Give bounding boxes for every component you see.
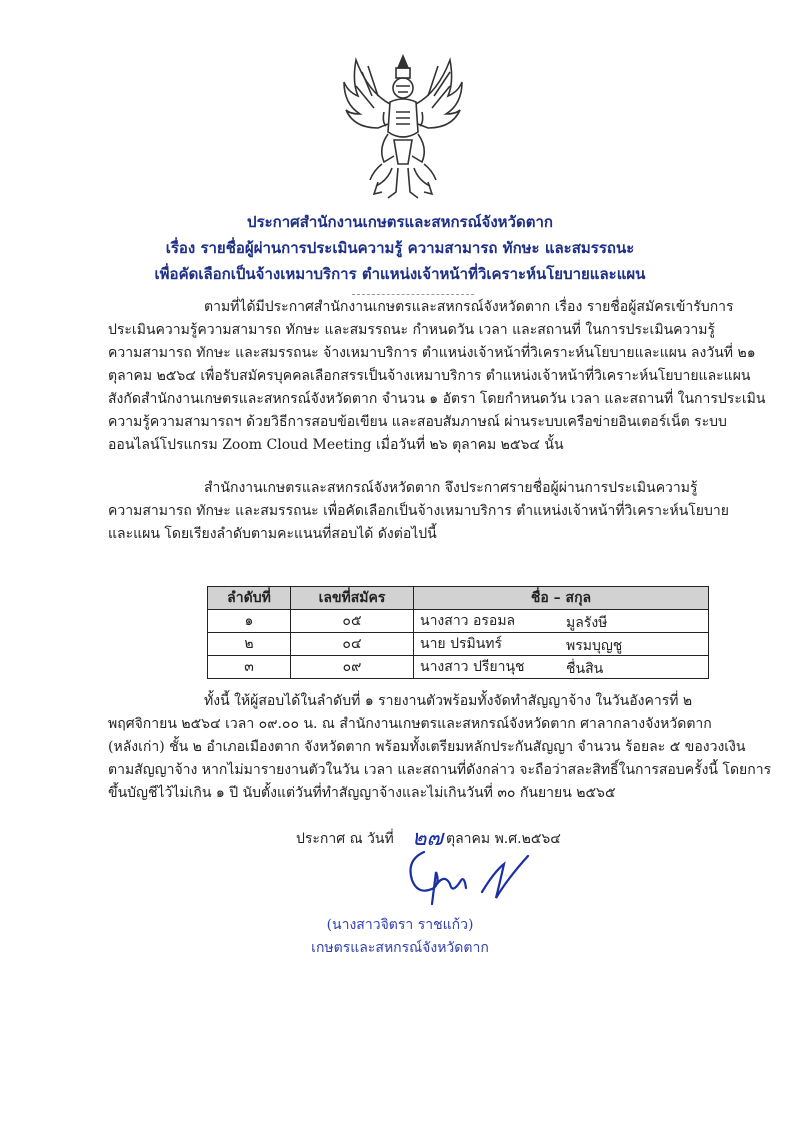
signer-position: เกษตรและสหกรณ์จังหวัดตาก (311, 940, 489, 956)
header-subject: เรื่อง รายชื่อผู้ผ่านการประเมินความรู้ ความสามารถ ทักษะ และสมรรถนะ (165, 239, 635, 257)
table-row (208, 633, 709, 656)
appno-cell: ๐๕ (291, 610, 414, 633)
order-cell: ๑ (208, 610, 291, 633)
col-appno-header: เลขที่สมัคร (291, 587, 414, 610)
announce-date: ตุลาคม พ.ศ.๒๕๖๔ (446, 831, 561, 847)
order-cell: ๒ (208, 633, 291, 656)
last-name: ชื่นสิน (566, 661, 604, 677)
paragraph-line: สำนักงานเกษตรและสหกรณ์จังหวัดตาก จึงประกาศรายชื่อผู้ผ่านการประเมินความรู้ (204, 480, 698, 496)
paragraph-line: พฤศจิกายน ๒๕๖๔ เวลา ๐๙.๐๐ น. ณ สำนักงานเกษตรและสหกรณ์จังหวัดตาก ศาลากลางจังหวัดตาก (108, 716, 712, 732)
paragraph-line: ออนไลน์โปรแกรม Zoom Cloud Meeting เมื่อวันที่ ๒๖ ตุลาคม ๒๕๖๔ นั้น (108, 437, 564, 453)
first-name: นางสาว อรอมล (420, 613, 516, 629)
paragraph-line: ความสามารถ ทักษะ และสมรรถนะ เพื่อคัดเลือกเป็นจ้างเหมาบริการ ตำแหน่งเจ้าหน้าที่วิเคราะห์นโยบาย (108, 503, 729, 519)
first-name: นาย ปรมินทร์ (420, 636, 503, 652)
header-subject-cont: เพื่อคัดเลือกเป็นจ้างเหมาบริการ ตำแหน่งเจ้าหน้าที่วิเคราะห์นโยบายและแผน (154, 265, 646, 283)
signature-icon (404, 842, 534, 912)
paragraph-line: ตุลาคม ๒๕๖๔ เพื่อรับสมัครบุคคลเลือกสรรเป็นจ้างเหมาบริการ ตำแหน่งเจ้าหน้าที่วิเคราะห์นโยบายและแผน (108, 368, 751, 384)
announce-day-handwritten: ๒๗ (412, 826, 444, 851)
paragraph-line: สังกัดสำนักงานเกษตรและสหกรณ์จังหวัดตาก จำนวน ๑ อัตรา โดยกำหนดวัน เวลา และสถานที่ ในการประเมิน (108, 391, 766, 407)
paragraph-line: ความรู้ความสามารถฯ ด้วยวิธีการสอบข้อเขียน และสอบสัมภาษณ์ ผ่านระบบเครือข่ายอินเตอร์เน็ต ระบบ (108, 414, 727, 430)
col-order-header: ลำดับที่ (208, 587, 291, 610)
paragraph-line: ตามที่ได้มีประกาศสำนักงานเกษตรและสหกรณ์จังหวัดตาก เรื่อง รายชื่อผู้สมัครเข้ารับการ (204, 299, 734, 315)
table-row (208, 656, 709, 679)
name-cell (414, 610, 709, 633)
paragraph-line: ขึ้นบัญชีไว้ไม่เกิน ๑ ปี นับตั้งแต่วันที่ทำสัญญาจ้างและไม่เกินวันที่ ๓๐ กันยายน ๒๕๖๕ (108, 785, 616, 801)
appno-cell: ๐๙ (291, 656, 414, 679)
name-cell (414, 656, 709, 679)
announce-prefix: ประกาศ ณ วันที่ (296, 831, 394, 847)
signer-name: (นางสาวจิตรา ราชแก้ว) (326, 917, 474, 933)
order-cell: ๓ (208, 656, 291, 679)
last-name: มูลรังษี (566, 615, 608, 631)
results-table (207, 586, 709, 679)
last-name: พรมบุญชู (566, 638, 623, 654)
table-header-row (208, 587, 709, 610)
appno-cell: ๐๔ (291, 633, 414, 656)
paragraph-line: (หลังเก่า) ชั้น ๒ อำเภอเมืองตาก จังหวัดตาก พร้อมทั้งเตรียมหลักประกันสัญญา จำนวน ร้อยละ ๕ ของวงเงิน (108, 739, 746, 755)
table-row (208, 610, 709, 633)
first-name: นางสาว ปรียานุช (420, 659, 525, 675)
name-cell (414, 633, 709, 656)
header-divider (352, 294, 474, 295)
header-title: ประกาศสำนักงานเกษตรและสหกรณ์จังหวัดตาก (247, 213, 553, 231)
paragraph-line: ตามสัญญาจ้าง หากไม่มารายงานตัวในวัน เวลา และสถานที่ดังกล่าว จะถือว่าสละสิทธิ์ในการสอบครั้งนี้ โดยการ (108, 762, 772, 778)
garuda-emblem-icon (338, 52, 468, 200)
paragraph-line: ประเมินความรู้ความสามารถ ทักษะ และสมรรถนะ กำหนดวัน เวลา และสถานที่ ในการประเมินความรู้ (108, 322, 715, 338)
col-name-header: ชื่อ – สกุล (414, 587, 709, 610)
paragraph-line: ความสามารถ ทักษะ และสมรรถนะ จ้างเหมาบริการ ตำแหน่งเจ้าหน้าที่วิเคราะห์นโยบายและแผน ลงวันที่ ๒๑ (108, 345, 756, 361)
paragraph-line: และแผน โดยเรียงลำดับตามคะแนนที่สอบได้ ดังต่อไปนี้ (108, 526, 437, 542)
paragraph-line: ทั้งนี้ ให้ผู้สอบได้ในลำดับที่ ๑ รายงานตัวพร้อมทั้งจัดทำสัญญาจ้าง ในวันอังคารที่ ๒ (204, 693, 693, 709)
